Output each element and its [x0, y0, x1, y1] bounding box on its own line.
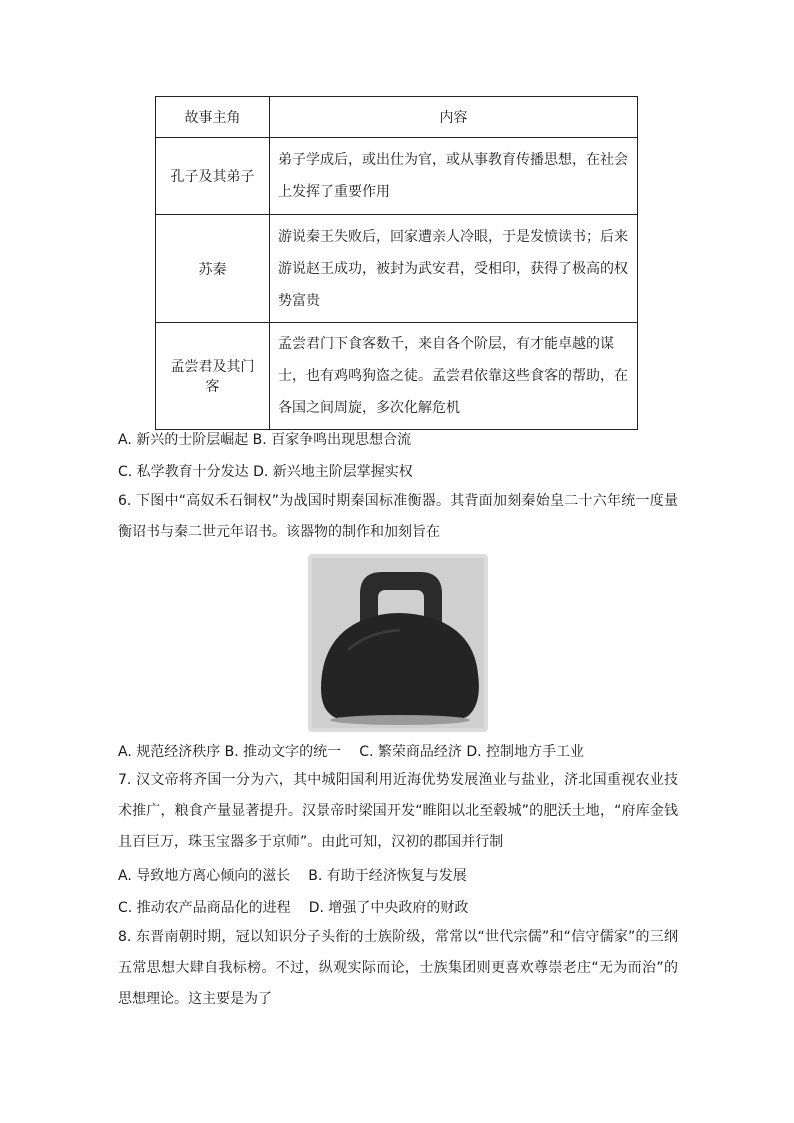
story-table	[155, 96, 638, 430]
q7-options-cd	[118, 897, 468, 917]
q6-stem: 6. 下图中“高奴禾石铜权”为战国时期秦国标准衡器。其背面加刻秦始皇二十六年统一度量衡诏书与秦二世元年诏书。该器物的制作和加刻旨在	[118, 493, 678, 540]
q6-options-cd: C. 繁荣商品经济 D. 控制地方手工业	[359, 744, 584, 760]
bronze-weight-icon	[308, 554, 488, 732]
q7-option-b: B. 有助于经济恢复与发展	[308, 868, 467, 884]
row-protagonist: 苏秦	[156, 215, 270, 323]
table-header-row	[156, 97, 638, 138]
q5-options-ab: A. 新兴的士阶层崛起 B. 百家争鸣出现思想合流	[118, 432, 412, 448]
table-row	[156, 323, 638, 430]
row-protagonist: 孔子及其弟子	[156, 138, 270, 215]
q7-option-d: D. 增强了中央政府的财政	[308, 900, 469, 916]
q7-option-c: C. 推动农产品商品化的进程	[118, 900, 291, 916]
row-content: 弟子学成后，或出仕为官，或从事教育传播思想，在社会上发挥了重要作用	[270, 138, 638, 215]
row-protagonist: 孟尝君及其门客	[156, 323, 270, 430]
row-content: 孟尝君门下食客数千，来自各个阶层，有才能卓越的谋士，也有鸡鸣狗盗之徒。孟尝君依靠这些食客的帮助，在各国之间周旋，多次化解危机	[270, 323, 638, 430]
q7-option-a: A. 导致地方离心倾向的滋长	[118, 868, 291, 884]
row-content: 游说秦王失败后，回家遭亲人冷眼，于是发愤读书；后来游说赵王成功，被封为武安君，受相印，获得了极高的权势富贵	[270, 215, 638, 323]
q7-stem: 7. 汉文帝将齐国一分为六，其中城阳国利用近海优势发展渔业与盐业，济北国重视农业技术推广，粮食产量显著提升。汉景帝时梁国开发“睢阳以北至毂城”的肥沃土地，“府库金钱且百巨万，珠玉宝器多于京师”。由此可知，汉初的郡国并行制	[118, 772, 678, 850]
q6-options-ab: A. 规范经济秩序 B. 推动文字的统一	[118, 744, 342, 760]
q6-options	[118, 741, 584, 761]
q8-stem: 8. 东晋南朝时期，冠以知识分子头衔的士族阶级，常常以“世代宗儒”和“信守儒家”的三纲五常思想大肆自我标榜。不过，纵观实际而论，士族集团则更喜欢尊崇老庄“无为而治”的思想理论。这主要是为了	[118, 929, 678, 1007]
header-content: 内容	[270, 97, 638, 138]
header-protagonist: 故事主角	[156, 97, 270, 138]
q5-options-cd: C. 私学教育十分发达 D. 新兴地主阶层掌握实权	[118, 464, 413, 480]
bronze-weight-photo	[308, 554, 488, 732]
table-row	[156, 138, 638, 215]
q7-options-ab	[118, 865, 467, 885]
table-row	[156, 215, 638, 323]
